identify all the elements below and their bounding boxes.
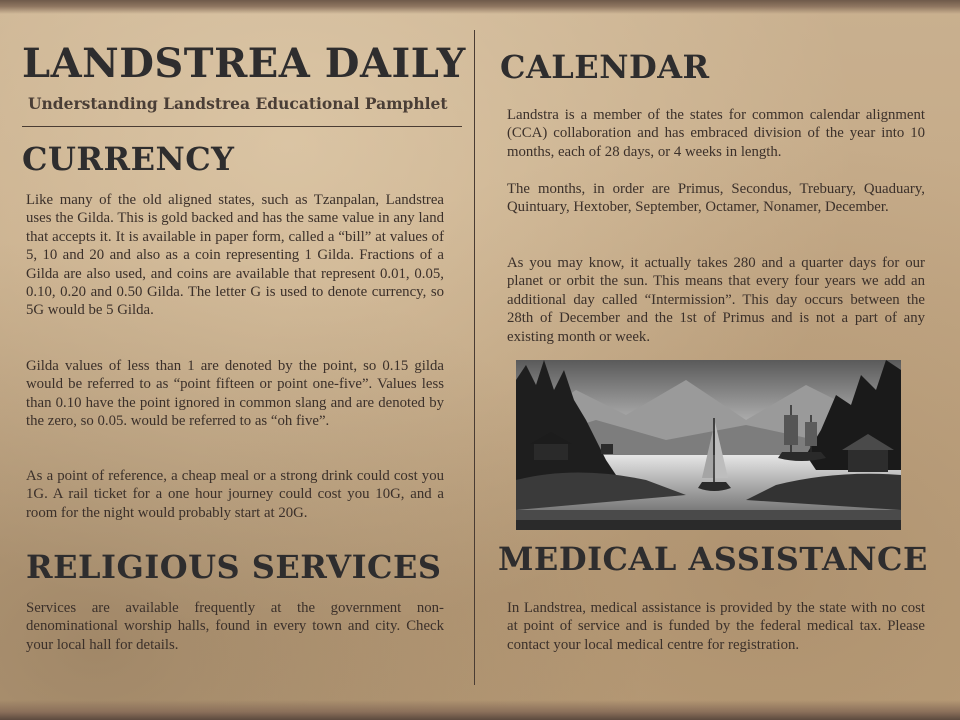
paper-top-edge (0, 0, 960, 14)
calendar-paragraph-1: Landstra is a member of the states for common calendar alignment (CCA) collaboration and has embraced division of the year into 10 months, each of 28 days, or 4 weeks in length. (507, 107, 925, 160)
religious-services-paragraph: Services are available frequently at the government non-denominational worship halls, found in every town and city. Check your local hall for details. (26, 600, 444, 653)
calendar-paragraph-2: The months, in order are Primus, Secondus, Trebuary, Quaduary, Quintuary, Hextober, September, Octamer, Nonamer, December. (507, 181, 925, 216)
masthead-divider (22, 126, 462, 127)
masthead-title: LANDSTREA DAILY (22, 40, 466, 87)
currency-paragraph-1: Like many of the old aligned states, such as Tzanpalan, Landstrea uses the Gilda. This is gold backed and has the same value in any land that accepts it. It is available in paper form, called a “bill” at values of 5, 10 and 20 and also as a coin representing 1 Gilda. Fractions of a Gilda are also used, and coins are available that represent 0.01, 0.05, 0.10, 0.20 and 0.50 Gilda. The letter G is used to denote currency, so 5G would be 5 Gilda. (26, 192, 444, 319)
currency-heading: CURRENCY (22, 140, 235, 178)
medical-assistance-paragraph: In Landstrea, medical assistance is provided by the state with no cost at point of service and is funded by the federal medical tax. Please contact your local medical centre for registration. (507, 600, 925, 653)
calendar-paragraph-3: As you may know, it actually takes 280 and a quarter days for our planet or orbit the sun. This means that every four years we add an additional day called “Intermission”. This day occurs between the 28th of December and the 1st of Primus and is not a part of any existing month or week. (507, 255, 925, 345)
column-divider (474, 30, 475, 685)
religious-services-heading: RELIGIOUS SERVICES (26, 548, 442, 586)
medical-assistance-heading: MEDICAL ASSISTANCE (498, 540, 928, 578)
currency-paragraph-2: Gilda values of less than 1 are denoted by the point, so 0.15 gilda would be referred to as “point fifteen or point one-five”. Values less than 0.10 have the point ignored in common slang and are denoted by the zero, so 0.05. would be referred to as “oh five”. (26, 358, 444, 430)
calendar-heading: CALENDAR (500, 48, 710, 86)
image-caption-strip (516, 520, 901, 530)
masthead-subtitle: Understanding Landstrea Educational Pamphlet (28, 94, 448, 113)
landscape-illustration (516, 360, 901, 530)
paper-bottom-edge (0, 700, 960, 720)
currency-paragraph-3: As a point of reference, a cheap meal or a strong drink could cost you 1G. A rail ticket for a one hour journey could cost you 10G, and a room for the night would probably start at 20G. (26, 468, 444, 521)
